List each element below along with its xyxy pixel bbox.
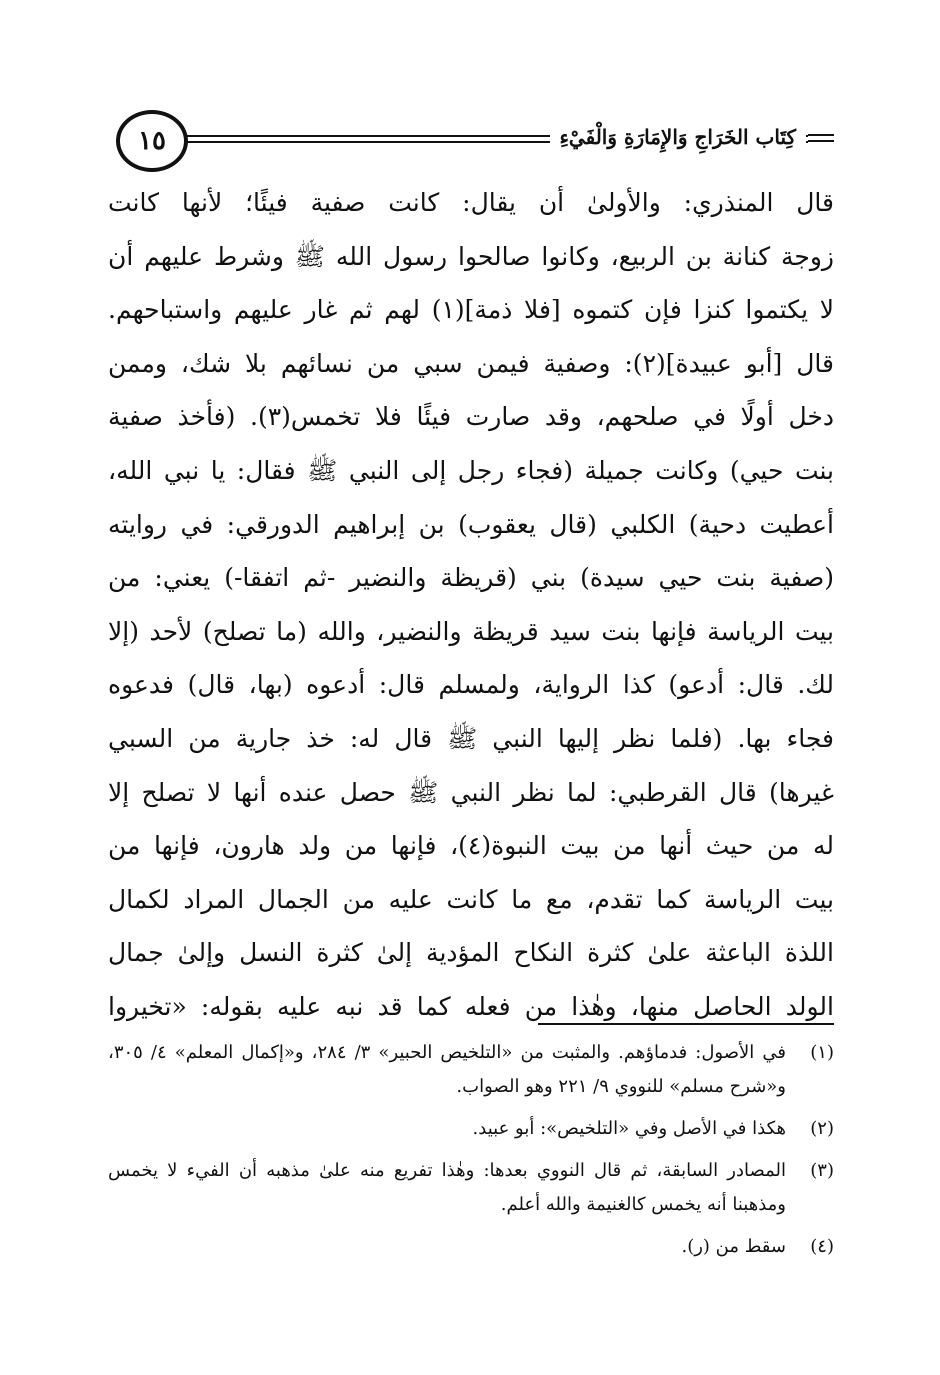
text-line: فجاء بها. (فلما نظر إليها النبي ﷺ قال له: خذ جارية من السبي — [108, 723, 834, 753]
footnote-text: في الأصول: فدماؤهم. والمثبت من «التلخيص الحبير» ٣/ ٢٨٤، و«إكمال المعلم» ٤/ ٣٠٥، و«شرح مسلم» للنووي ٩/ ٢٢١ وهو الصواب. — [108, 1042, 786, 1097]
page-number: ١٥ — [138, 126, 166, 156]
page-number-badge — [116, 110, 188, 172]
footnote-text: هكذا في الأصل وفي «التلخيص»: أبو عبيد. — [472, 1118, 786, 1139]
footnote-text: سقط من (ر). — [681, 1236, 786, 1257]
footnote-number: (٣) — [810, 1160, 834, 1181]
text-line: لا يكتموا كنزا فإن كتموه [فلا ذمة](١) لهم ثم غار عليهم واستباحهم. — [108, 295, 834, 325]
book-title: كِتَاب الخَرَاجِ وَالإِمَارَةِ وَالْفَيْءِ — [550, 122, 807, 152]
text-line: بيت الرياسة فإنها بنت سيد قريظة والنضير، والله (ما تصلح) لأحد (إلا — [108, 616, 834, 646]
footnote — [108, 1230, 834, 1264]
footnote-number: (١) — [810, 1042, 834, 1063]
text-line: اللذة الباعثة علىٰ كثرة النكاح المؤدية إلىٰ كثرة النسل وإلىٰ جمال — [108, 938, 834, 968]
text-line: له من حيث أنها من بيت النبوة(٤)، فإنها من ولد هارون، فإنها من — [108, 831, 834, 861]
text-line: زوجة كنانة بن الربيع، وكانوا صالحوا رسول الله ﷺ وشرط عليهم أن — [108, 241, 834, 271]
footnote-number: (٤) — [810, 1236, 834, 1257]
text-line: (صفية بنت حيي سيدة) بني (قريظة والنضير -ثم اتفقا-) يعني: من — [108, 563, 834, 593]
text-line: أعطيت دحية) الكلبي (قال يعقوب) بن إبراهيم الدورقي: في روايته — [108, 509, 834, 539]
footnote-text: المصادر السابقة، ثم قال النووي بعدها: وهٰذا تفريع منه علىٰ مذهبه أن الفيء لا يخمس ومذهبنا أنه يخمس كالغنيمة والله أعلم. — [108, 1160, 786, 1215]
footnote-separator — [538, 1023, 834, 1025]
text-line: لك. قال: أدعو) كذا الرواية، ولمسلم قال: أدعوه (بها، قال) فدعوه — [108, 670, 834, 700]
footnote — [108, 1112, 834, 1146]
text-line: الولد الحاصل منها، وهٰذا من فعله كما قد نبه عليه بقوله: «تخيروا — [108, 991, 834, 1021]
text-line: بيت الرياسة كما تقدم، مع ما كانت عليه من الجمال المراد لكمال — [108, 884, 834, 914]
footnote — [108, 1036, 834, 1104]
text-line: غيرها) قال القرطبي: لما نظر النبي ﷺ حصل عنده أنها لا تصلح إلا — [108, 777, 834, 807]
text-line: دخل أولًا في صلحهم، وقد صارت فيئًا فلا تخمس(٣). (فأخذ صفية — [108, 402, 834, 432]
footnotes — [108, 1036, 834, 1272]
text-line: بنت حيي) وكانت جميلة (فجاء رجل إلى النبي ﷺ فقال: يا نبي الله، — [108, 455, 834, 485]
running-header — [108, 108, 834, 168]
footnote — [108, 1154, 834, 1222]
header-dash-ornament — [808, 130, 834, 146]
text-line: قال المنذري: والأولىٰ أن يقال: كانت صفية فيئًا؛ لأنها كانت — [108, 188, 834, 217]
main-text — [108, 176, 834, 1034]
footnote-number: (٢) — [810, 1118, 834, 1139]
text-line: قال [أبو عبيدة](٢): وصفية فيمن سبي من نسائهم بلا شك، وممن — [108, 348, 834, 378]
